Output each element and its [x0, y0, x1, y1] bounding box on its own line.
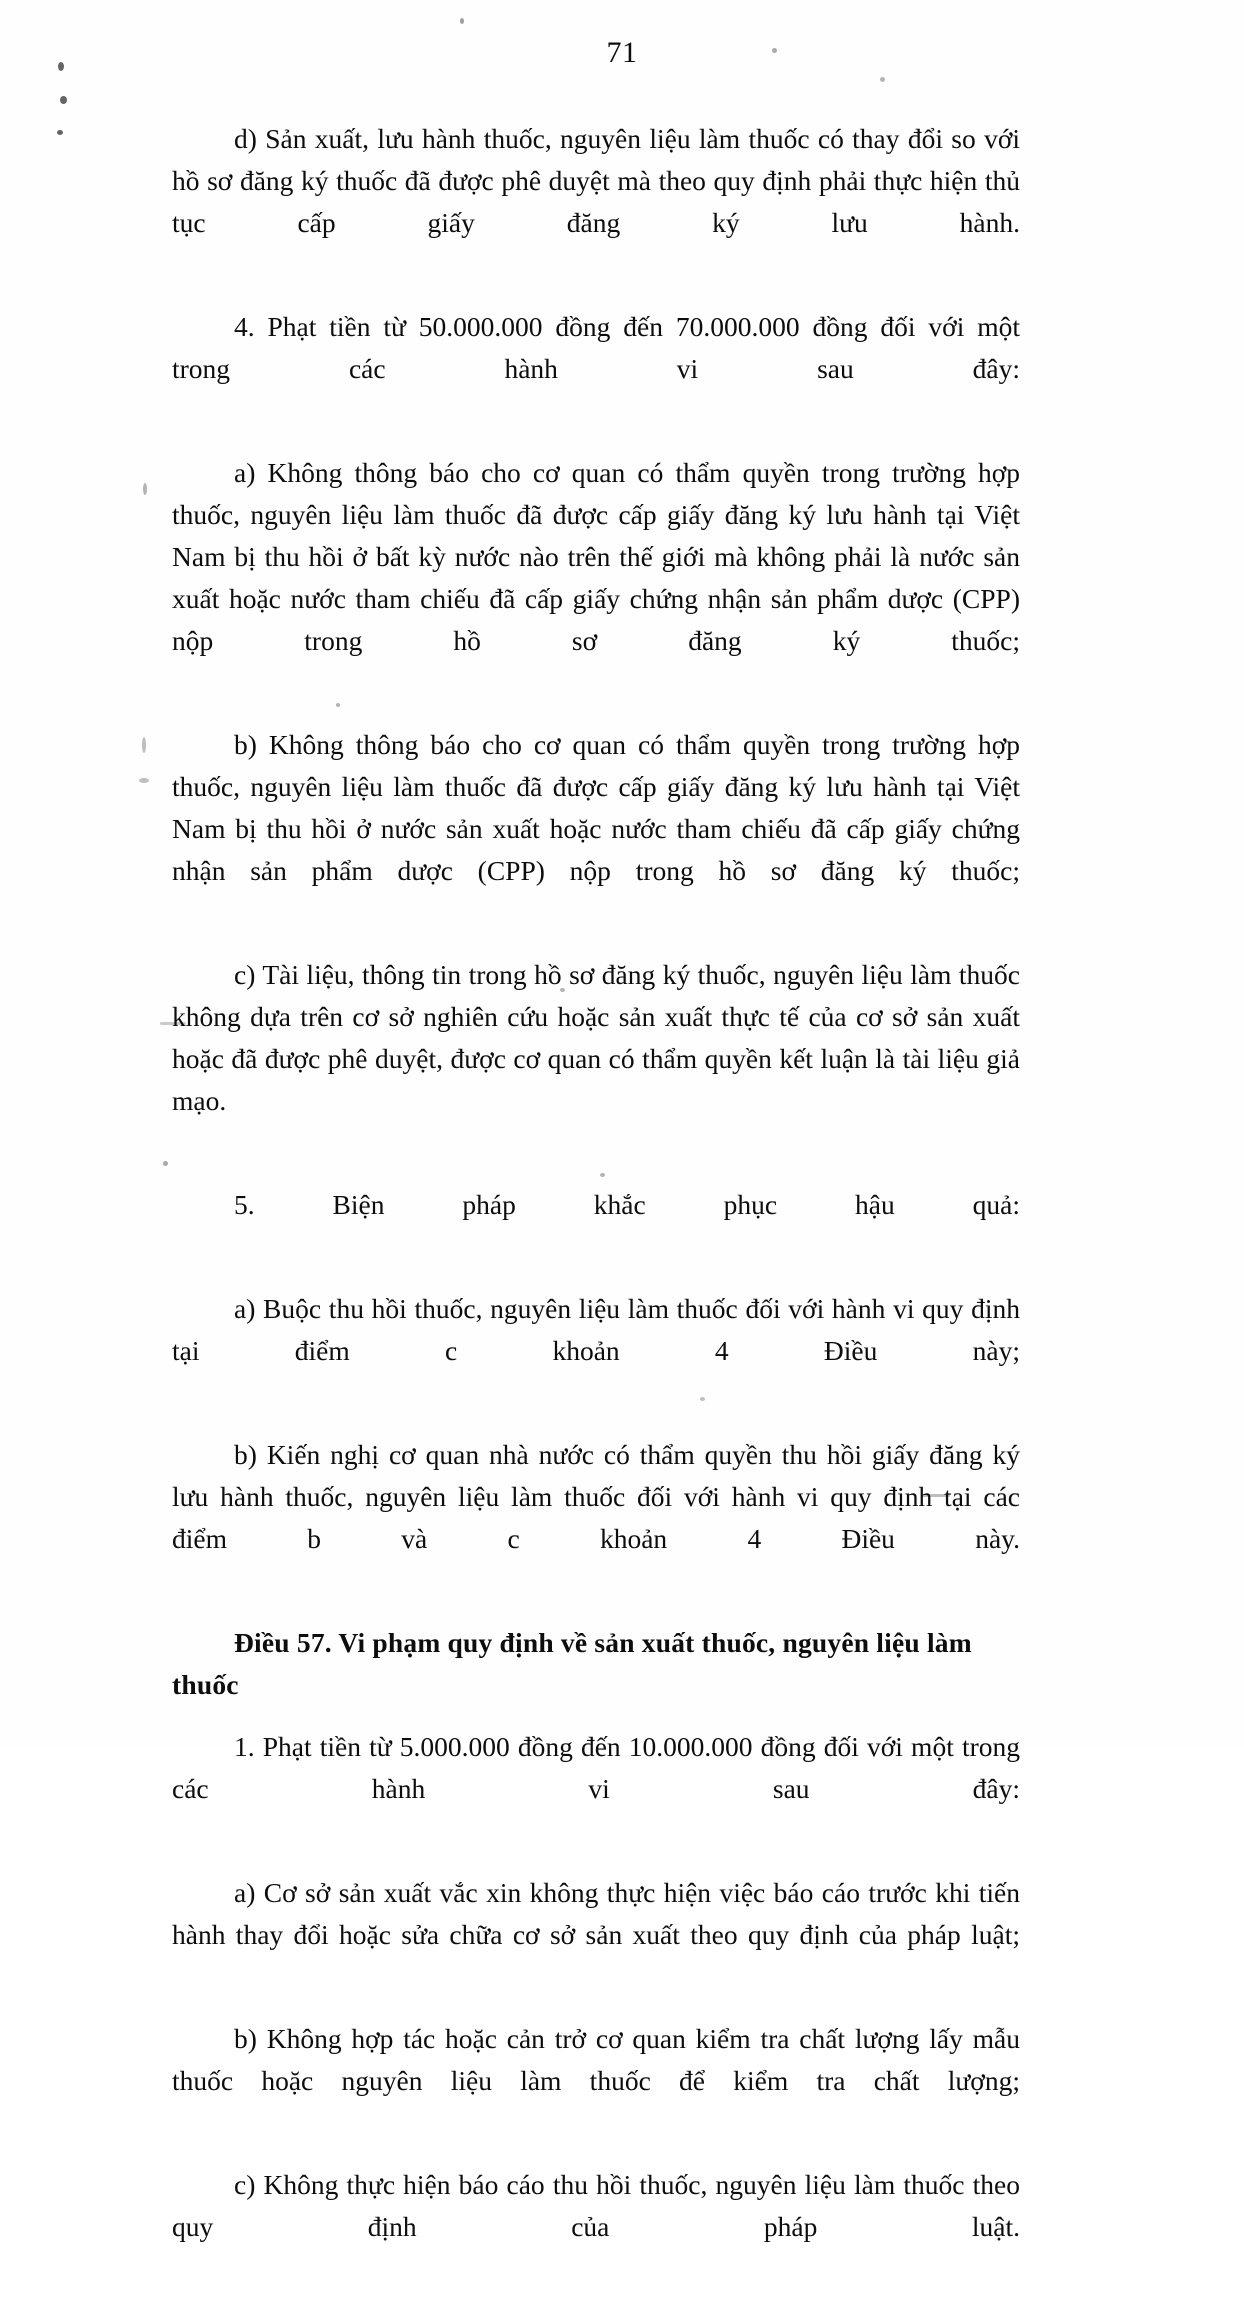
paragraph-4c: c) Tài liệu, thông tin trong hồ sơ đăng ký thuốc, nguyên liệu làm thuốc không dựa trên cơ sở nghiên cứu hoặc sản xuất thực tế của cơ sở sản xuất hoặc đã được phê duyệt, được cơ quan có thẩm quyền kết luận là tài liệu giả mạo. — [172, 959, 1020, 1116]
scan-speck — [163, 1161, 168, 1166]
paragraph-57-1c: c) Không thực hiện báo cáo thu hồi thuốc, nguyên liệu làm thuốc theo quy định của pháp luật. — [172, 2169, 1020, 2242]
paragraph-57-1b: b) Không hợp tác hoặc cản trở cơ quan kiểm tra chất lượng lấy mẫu thuốc hoặc nguyên liệu làm thuốc để kiểm tra chất lượng; — [172, 2023, 1020, 2096]
paragraph-5b: b) Kiến nghị cơ quan nhà nước có thẩm quyền thu hồi giấy đăng ký lưu hành thuốc, nguyên liệu làm thuốc đối với hành vi quy định tại các điểm b và c khoản 4 Điều này. — [172, 1439, 1020, 1554]
page-number: 71 — [606, 36, 638, 69]
scan-speck — [139, 778, 149, 783]
scan-speck — [60, 96, 67, 104]
paragraph-clause-4: 4. Phạt tiền từ 50.000.000 đồng đến 70.000.000 đồng đối với một trong các hành vi sau đây: — [172, 311, 1020, 384]
paragraph-4d: d) Sản xuất, lưu hành thuốc, nguyên liệu làm thuốc có thay đổi so với hồ sơ đăng ký thuốc đã được phê duyệt mà theo quy định phải thực hiện thủ tục cấp giấy đăng ký lưu hành. — [172, 123, 1020, 238]
paragraph-clause-5: 5. Biện pháp khắc phục hậu quả: — [234, 1189, 1020, 1220]
scan-speck — [142, 737, 146, 753]
article-57-heading: Điều 57. Vi phạm quy định về sản xuất thuốc, nguyên liệu làm thuốc — [172, 1627, 972, 1700]
paragraph-57-1a: a) Cơ sở sản xuất vắc xin không thực hiện việc báo cáo trước khi tiến hành thay đổi hoặc sửa chữa cơ sở sản xuất theo quy định của pháp luật; — [172, 1877, 1020, 1950]
document-body — [172, 118, 1020, 2310]
paragraph-4b: b) Không thông báo cho cơ quan có thẩm quyền trong trường hợp thuốc, nguyên liệu làm thuốc đã được cấp giấy đăng ký lưu hành tại Việt Nam bị thu hồi ở nước sản xuất hoặc nước tham chiếu đã cấp giấy chứng nhận sản phẩm dược (CPP) nộp trong hồ sơ đăng ký thuốc; — [172, 729, 1020, 886]
paragraph-4a: a) Không thông báo cho cơ quan có thẩm quyền trong trường hợp thuốc, nguyên liệu làm thuốc đã được cấp giấy đăng ký lưu hành tại Việt Nam bị thu hồi ở bất kỳ nước nào trên thế giới mà không phải là nước sản xuất hoặc nước tham chiếu đã cấp giấy chứng nhận sản phẩm dược (CPP) nộp trong hồ sơ đăng ký thuốc; — [172, 457, 1020, 656]
scan-speck — [880, 77, 885, 82]
paragraph-57-clause-1: 1. Phạt tiền từ 5.000.000 đồng đến 10.000.000 đồng đối với một trong các hành vi sau đây: — [172, 1731, 1020, 1804]
paragraph-5a: a) Buộc thu hồi thuốc, nguyên liệu làm thuốc đối với hành vi quy định tại điểm c khoản 4 Điều này; — [172, 1293, 1020, 1366]
scan-speck — [460, 18, 464, 24]
scan-speck — [143, 483, 147, 495]
scan-speck — [57, 130, 63, 135]
